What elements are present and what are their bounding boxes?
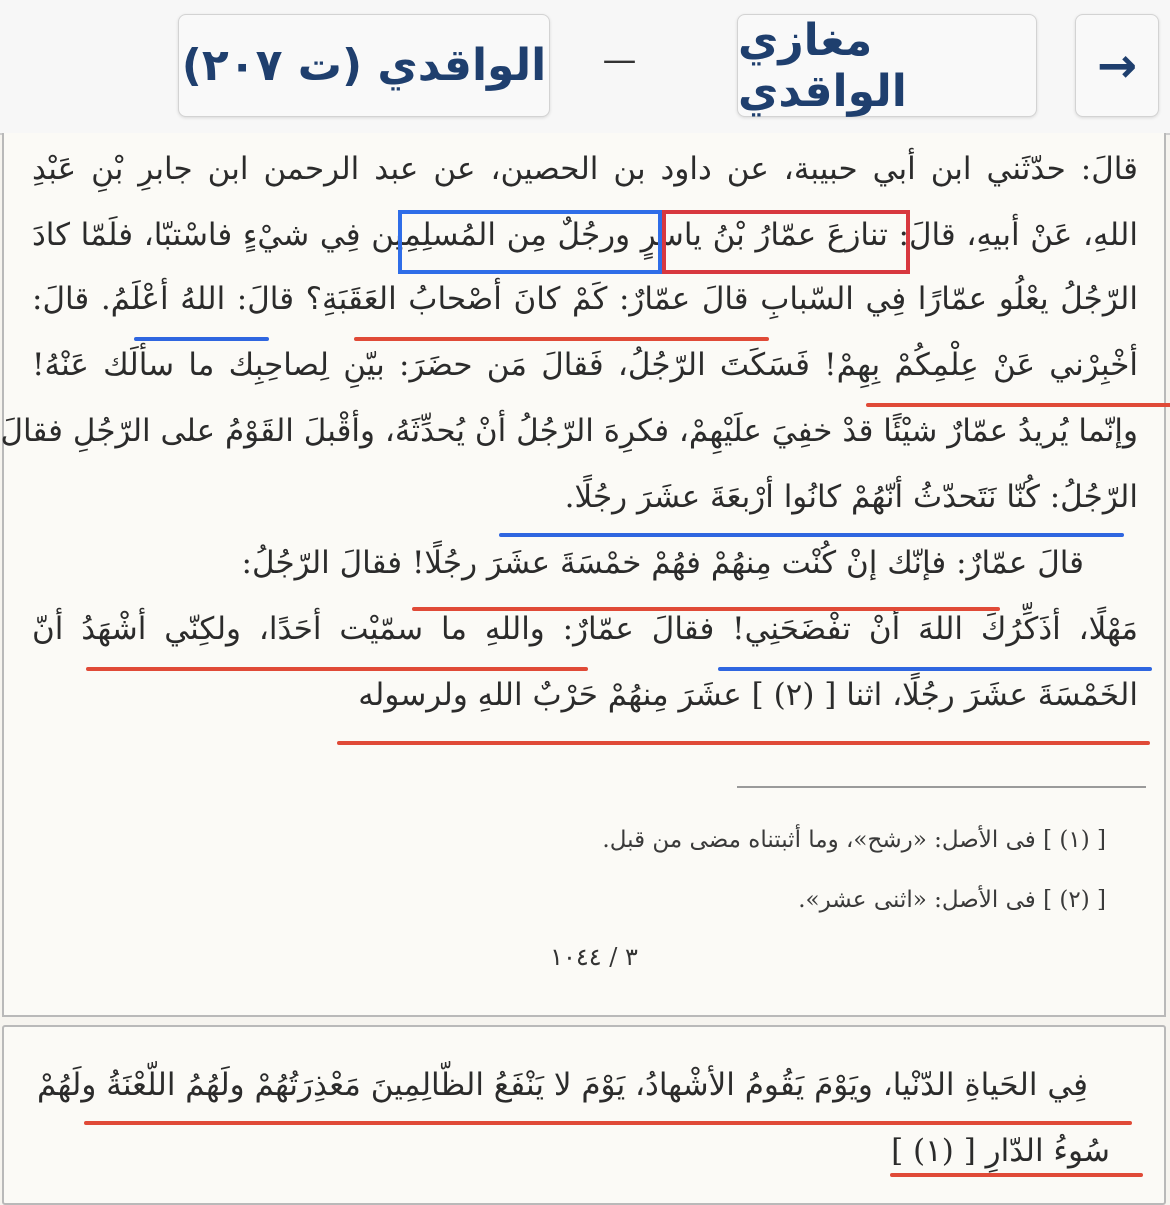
- book-title-button[interactable]: مغازي الواقدي: [737, 14, 1037, 117]
- highlight-box-blue: [398, 210, 662, 274]
- text-line-8: مَهْلًا، أذَكِّرُكَ اللهَ أنْ تفْضَحَنِي! فقالَ عمّارٌ: واللهِ ما سمّيْت أحَدًا، ولكِنّي أشْهَدُ أنّ: [32, 611, 1138, 647]
- author-button[interactable]: الواقدي (ت ٢٠٧): [178, 14, 550, 117]
- footnote-2: [ (٢) ] فى الأصل: «اثنى عشر».: [798, 887, 1106, 913]
- text-line-4: أخْبِرْني عَنْ عِلْمِكُمْ بِهِمْ! فَسَكَتَ الرّجُلُ، فَقالَ مَن حضَرَ: بيّنِ لِصاحِبِك ما سألَك عَنْهُ!: [32, 347, 1138, 383]
- book-page-next: [2, 1025, 1166, 1205]
- underline-red: [337, 741, 1150, 745]
- footnote-separator: [737, 786, 1146, 788]
- text-line-6: الرّجُلُ: كُنّا نَتَحدّثُ أنّهُمْ كانُوا أرْبعَةَ عشَرَ رجُلًا.: [564, 479, 1138, 515]
- underline-red: [354, 337, 769, 341]
- footnote-1: [ (١) ] فى الأصل: «رشح»، وما أثبتناه مضى من قبل.: [602, 827, 1106, 853]
- text-line-1: قالَ: حدّثَني ابن أبي حبيبة، عن داود بن الحصين، عن عبد الرحمن ابن جابرِ بْنِ عَبْدِ: [32, 151, 1138, 187]
- text-line-9: الخَمْسَةَ عشَرَ رجُلًا، اثنا [ (٢) ] عشَرَ مِنهُمْ حَرْبٌ اللهِ ولرسوله: [358, 677, 1138, 713]
- page-number: ٣ / ١٠٤٤: [550, 943, 638, 971]
- top-navigation-bar: [0, 0, 1170, 135]
- underline-red: [412, 607, 1000, 611]
- underline-red: [866, 403, 1170, 407]
- title-separator: —: [602, 40, 637, 80]
- text-line-3: الرّجُلُ يعْلُو عمّارًا فِي السّبابِ قالَ عمّارٌ: كَمْ كانَ أصْحابُ العَقَبَةِ؟ قالَ: اللهُ أعْلَمُ. قالَ:: [32, 281, 1138, 317]
- underline-blue: [499, 533, 1124, 537]
- book-page: [2, 133, 1166, 1017]
- text-line-1: فِي الحَياةِ الدّنْيا، ويَوْمَ يَقُومُ الأشْهادُ، يَوْمَ لا يَنْفَعُ الظّالِمِينَ مَعْذِرَتُهُمْ ولَهُمُ اللّعْنَةُ ولَهُمْ: [37, 1067, 1088, 1103]
- text-line-7: قالَ عمّارٌ: فإنّك إنْ كُنْت مِنهُمْ فهُمْ خمْسَةَ عشَرَ رجُلًا! فقالَ الرّجُلُ:: [241, 545, 1084, 581]
- underline-blue: [718, 667, 1152, 671]
- text-line-2: اللهِ، عَنْ أبيهِ، قالَ: تنازعَ عمّارُ بْنُ ياسرٍ ورجُلٌ مِن المُسلِمِين فِي شيْءٍ فاسْتبّا، فلَمّا كادَ: [32, 217, 1138, 253]
- text-line-2: سُوءُ الدّارِ [ (١) ]: [891, 1133, 1110, 1169]
- underline-red: [84, 1121, 1132, 1125]
- underline-blue: [134, 337, 269, 341]
- highlight-box-red: [662, 210, 910, 274]
- back-button[interactable]: [1075, 14, 1159, 117]
- underline-red: [890, 1173, 1143, 1177]
- arrow-right-icon: →: [1096, 37, 1138, 94]
- underline-red: [86, 667, 588, 671]
- text-line-5: وإنّما يُريدُ عمّارٌ شيْئًا قدْ خفِيَ علَيْهِمْ، فكرِهَ الرّجُلُ أنْ يُحدِّثَهُ، وأقْبلَ القَوْمُ على الرّجُلِ فقالَ: [0, 413, 1138, 449]
